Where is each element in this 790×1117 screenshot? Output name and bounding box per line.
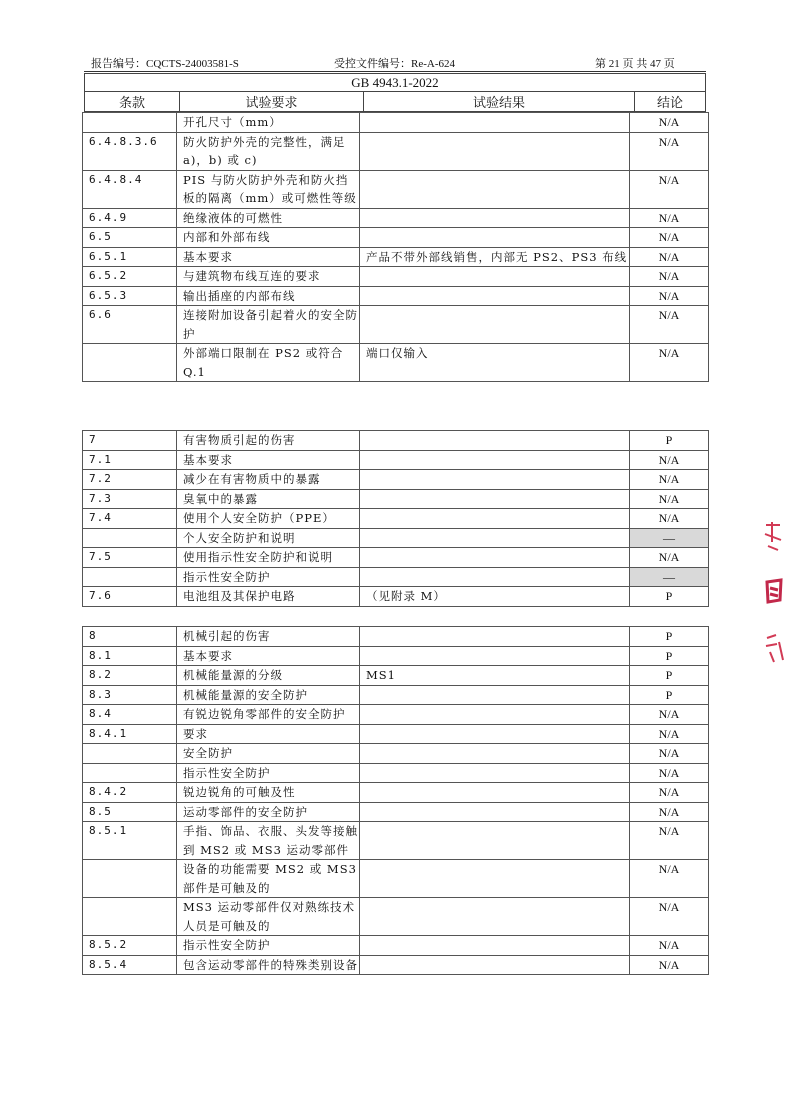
clause-cell: 8.5 [83, 802, 177, 822]
verdict-cell: P [630, 431, 709, 451]
clause-cell: 7.2 [83, 470, 177, 490]
requirement-cell: 电池组及其保护电路 [177, 587, 360, 607]
clause-cell [83, 528, 177, 548]
result-cell [360, 170, 630, 208]
result-cell [360, 567, 630, 587]
mechanical-hazards-table [82, 626, 709, 975]
table-row [83, 567, 709, 587]
requirement-cell: 机械引起的伤害 [177, 627, 360, 647]
verdict-cell: N/A [630, 860, 709, 898]
table-row [83, 267, 709, 287]
table-row [83, 724, 709, 744]
result-cell [360, 489, 630, 509]
result-cell [360, 822, 630, 860]
verdict-cell: P [630, 627, 709, 647]
clause-cell [83, 744, 177, 764]
requirement-cell: 防火防护外壳的完整性，满足 a)，b) 或 c) [177, 132, 360, 170]
verdict-cell: N/A [630, 170, 709, 208]
result-cell [360, 783, 630, 803]
verdict-cell: N/A [630, 898, 709, 936]
result-cell [360, 724, 630, 744]
result-cell [360, 286, 630, 306]
fire-section-table [82, 112, 709, 382]
clause-cell [83, 763, 177, 783]
clause-cell: 7.6 [83, 587, 177, 607]
result-cell [360, 113, 630, 133]
requirement-cell: 基本要求 [177, 450, 360, 470]
verdict-cell: N/A [630, 286, 709, 306]
col-header-result: 试验结果 [364, 92, 635, 112]
table-row [83, 822, 709, 860]
verdict-cell: N/A [630, 247, 709, 267]
clause-cell: 7.5 [83, 548, 177, 568]
requirement-cell: 安全防护 [177, 744, 360, 764]
table-row [83, 450, 709, 470]
verdict-cell: N/A [630, 802, 709, 822]
clause-cell: 7 [83, 431, 177, 451]
requirement-cell: 要求 [177, 724, 360, 744]
result-cell: 端口仅输入 [360, 344, 630, 382]
clause-cell: 7.3 [83, 489, 177, 509]
header-rule [84, 71, 706, 72]
result-cell [360, 228, 630, 248]
table-row [83, 170, 709, 208]
clause-cell: 6.5.1 [83, 247, 177, 267]
table-row [83, 489, 709, 509]
clause-cell: 8 [83, 627, 177, 647]
requirement-cell: 与建筑物布线互连的要求 [177, 267, 360, 287]
result-cell [360, 802, 630, 822]
requirement-cell: 机械能量源的分级 [177, 666, 360, 686]
verdict-cell: N/A [630, 822, 709, 860]
standard-title: GB 4943.1-2022 [85, 74, 706, 92]
clause-cell: 8.3 [83, 685, 177, 705]
table-row [83, 587, 709, 607]
requirement-cell: 减少在有害物质中的暴露 [177, 470, 360, 490]
requirement-cell: 基本要求 [177, 646, 360, 666]
result-cell [360, 470, 630, 490]
requirement-cell: 包含运动零部件的特殊类别设备 [177, 955, 360, 975]
clause-cell: 7.1 [83, 450, 177, 470]
clause-cell: 6.4.8.3.6 [83, 132, 177, 170]
table-row [83, 802, 709, 822]
table-row [83, 955, 709, 975]
requirement-cell: 指示性安全防护 [177, 763, 360, 783]
result-cell [360, 627, 630, 647]
verdict-cell: — [630, 567, 709, 587]
clause-cell: 8.4 [83, 705, 177, 725]
verdict-cell: P [630, 685, 709, 705]
verdict-cell: N/A [630, 744, 709, 764]
requirement-cell: 设备的功能需要 MS2 或 MS3 部件是可触及的 [177, 860, 360, 898]
requirement-cell: 使用指示性安全防护和说明 [177, 548, 360, 568]
result-cell [360, 936, 630, 956]
table-row [83, 470, 709, 490]
table-row [83, 113, 709, 133]
report-number: 报告编号：CQCTS-24003581-S [91, 58, 239, 70]
requirement-cell: 臭氧中的暴露 [177, 489, 360, 509]
result-cell [360, 744, 630, 764]
verdict-cell: N/A [630, 344, 709, 382]
result-cell [360, 548, 630, 568]
clause-cell: 8.1 [83, 646, 177, 666]
result-cell [360, 132, 630, 170]
result-cell [360, 450, 630, 470]
table-row [83, 627, 709, 647]
table-row [83, 306, 709, 344]
clause-cell: 6.5 [83, 228, 177, 248]
result-cell [360, 860, 630, 898]
result-cell [360, 509, 630, 529]
verdict-cell: N/A [630, 763, 709, 783]
clause-cell: 8.4.2 [83, 783, 177, 803]
table-row [83, 783, 709, 803]
verdict-cell: N/A [630, 489, 709, 509]
table-row [83, 286, 709, 306]
table-row [83, 548, 709, 568]
clause-cell: 6.4.8.4 [83, 170, 177, 208]
table-row [83, 431, 709, 451]
clause-cell: 6.5.3 [83, 286, 177, 306]
result-cell [360, 208, 630, 228]
result-cell [360, 955, 630, 975]
result-cell [360, 267, 630, 287]
clause-cell: 6.5.2 [83, 267, 177, 287]
col-header-requirement: 试验要求 [180, 92, 364, 112]
table-row [83, 763, 709, 783]
verdict-cell: — [630, 528, 709, 548]
verdict-cell: N/A [630, 267, 709, 287]
requirement-cell: 绝缘液体的可燃性 [177, 208, 360, 228]
verdict-cell: P [630, 646, 709, 666]
clause-cell: 6.4.9 [83, 208, 177, 228]
verdict-cell: N/A [630, 724, 709, 744]
verdict-cell: N/A [630, 113, 709, 133]
verdict-cell: N/A [630, 509, 709, 529]
red-seal-stamp [762, 520, 786, 670]
clause-cell: 7.4 [83, 509, 177, 529]
verdict-cell: N/A [630, 228, 709, 248]
table-row [83, 666, 709, 686]
requirement-cell: 指示性安全防护 [177, 936, 360, 956]
result-cell [360, 528, 630, 548]
table-row [83, 705, 709, 725]
verdict-cell: N/A [630, 548, 709, 568]
verdict-cell: N/A [630, 306, 709, 344]
clause-cell [83, 898, 177, 936]
requirement-cell: 手指、饰品、衣服、头发等接触到 MS2 或 MS3 运动零部件 [177, 822, 360, 860]
requirement-cell: 内部和外部布线 [177, 228, 360, 248]
clause-cell: 8.2 [83, 666, 177, 686]
requirement-cell: 个人安全防护和说明 [177, 528, 360, 548]
requirement-cell: 锐边锐角的可触及性 [177, 783, 360, 803]
clause-cell: 8.5.4 [83, 955, 177, 975]
table-row [83, 228, 709, 248]
table-row [83, 685, 709, 705]
result-cell [360, 685, 630, 705]
verdict-cell: N/A [630, 936, 709, 956]
verdict-cell: N/A [630, 470, 709, 490]
result-cell: 产品不带外部线销售，内部无 PS2、PS3 布线 [360, 247, 630, 267]
result-cell: MS1 [360, 666, 630, 686]
requirement-cell: 有害物质引起的伤害 [177, 431, 360, 451]
result-cell [360, 705, 630, 725]
clause-cell [83, 344, 177, 382]
clause-cell [83, 113, 177, 133]
page-number: 第 21 页 共 47 页 [595, 58, 675, 70]
control-number: 受控文件编号：Re-A-624 [334, 58, 455, 70]
clause-cell [83, 860, 177, 898]
table-row [83, 344, 709, 382]
table-row [83, 646, 709, 666]
requirement-cell: 连接附加设备引起着火的安全防护 [177, 306, 360, 344]
result-cell [360, 646, 630, 666]
clause-cell [83, 567, 177, 587]
clause-cell: 6.6 [83, 306, 177, 344]
verdict-cell: N/A [630, 705, 709, 725]
table-row [83, 860, 709, 898]
verdict-cell: N/A [630, 132, 709, 170]
clause-cell: 8.4.1 [83, 724, 177, 744]
table-row [83, 528, 709, 548]
verdict-cell: P [630, 666, 709, 686]
requirement-cell: 使用个人安全防护（PPE） [177, 509, 360, 529]
requirement-cell: PIS 与防火防护外壳和防火挡板的隔离（mm）或可燃性等级 [177, 170, 360, 208]
requirement-cell: 运动零部件的安全防护 [177, 802, 360, 822]
table-row [83, 132, 709, 170]
col-header-clause: 条款 [85, 92, 180, 112]
requirement-cell: 开孔尺寸（mm） [177, 113, 360, 133]
verdict-cell: N/A [630, 955, 709, 975]
table-row [83, 744, 709, 764]
table-row [83, 936, 709, 956]
table-row [83, 247, 709, 267]
requirement-cell: 有锐边锐角零部件的安全防护 [177, 705, 360, 725]
result-cell [360, 431, 630, 451]
verdict-cell: P [630, 587, 709, 607]
result-cell: （见附录 M） [360, 587, 630, 607]
hazardous-substances-table [82, 430, 709, 607]
verdict-cell: N/A [630, 783, 709, 803]
standard-header-table [84, 73, 706, 112]
verdict-cell: N/A [630, 208, 709, 228]
result-cell [360, 898, 630, 936]
col-header-verdict: 结论 [635, 92, 706, 112]
requirement-cell: 指示性安全防护 [177, 567, 360, 587]
result-cell [360, 306, 630, 344]
requirement-cell: 外部端口限制在 PS2 或符合 Q.1 [177, 344, 360, 382]
table-row [83, 898, 709, 936]
table-row [83, 509, 709, 529]
requirement-cell: 机械能量源的安全防护 [177, 685, 360, 705]
requirement-cell: 输出插座的内部布线 [177, 286, 360, 306]
clause-cell: 8.5.1 [83, 822, 177, 860]
table-row [83, 208, 709, 228]
requirement-cell: 基本要求 [177, 247, 360, 267]
clause-cell: 8.5.2 [83, 936, 177, 956]
result-cell [360, 763, 630, 783]
verdict-cell: N/A [630, 450, 709, 470]
requirement-cell: MS3 运动零部件仅对熟练技术人员是可触及的 [177, 898, 360, 936]
